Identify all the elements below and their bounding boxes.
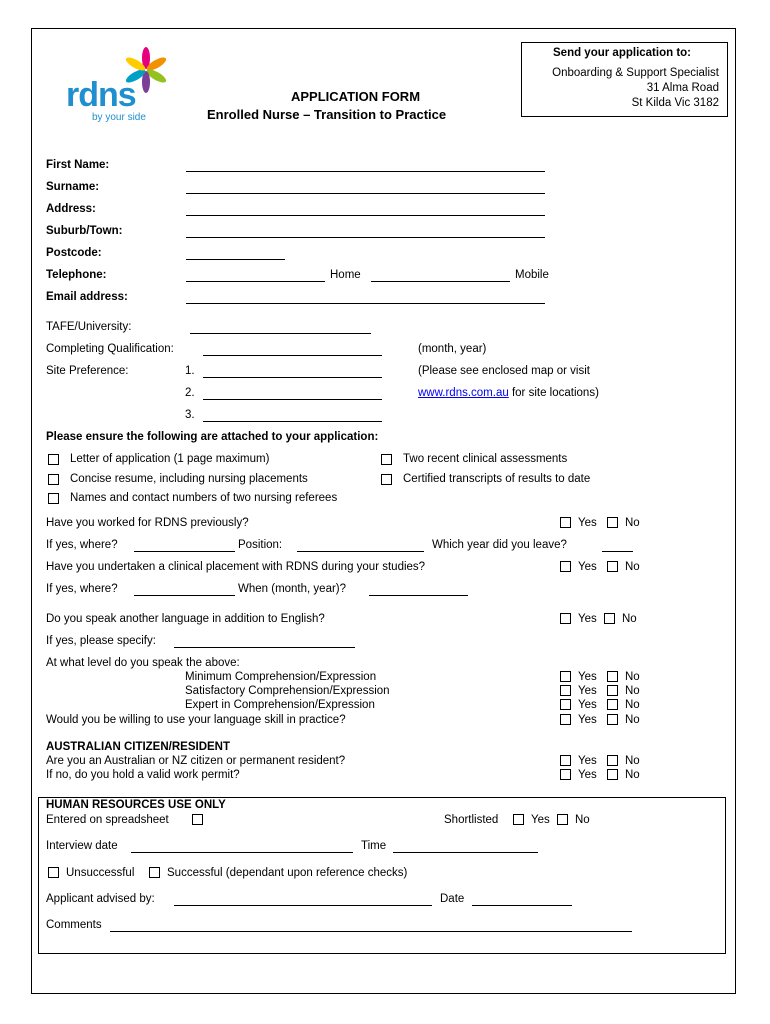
site-opt-3-field[interactable] bbox=[203, 421, 382, 422]
language-no-label: No bbox=[622, 613, 637, 625]
permit-yes-label: Yes bbox=[578, 769, 597, 781]
attachments-heading: Please ensure the following are attached to your application: bbox=[46, 431, 379, 443]
citizen-no-label: No bbox=[625, 755, 640, 767]
mobile-phone-field[interactable] bbox=[371, 281, 510, 282]
send-application-box bbox=[521, 42, 728, 117]
hr-time-label: Time bbox=[361, 840, 387, 852]
rdns-website-link[interactable]: www.rdns.com.au bbox=[418, 387, 509, 399]
site-opt-2-field[interactable] bbox=[203, 399, 382, 400]
citizen-heading: AUSTRALIAN CITIZEN/RESIDENT bbox=[46, 741, 230, 753]
mobile-label: Mobile bbox=[515, 269, 549, 281]
language-yes-checkbox[interactable] bbox=[560, 613, 571, 624]
level-sat-no-checkbox[interactable] bbox=[607, 685, 618, 696]
send-line-3: St Kilda Vic 3182 bbox=[631, 97, 719, 109]
hr-interview-date-field[interactable] bbox=[131, 852, 353, 853]
hr-shortlisted-no-label: No bbox=[575, 814, 590, 826]
send-line-1: Onboarding & Support Specialist bbox=[552, 67, 719, 79]
level-exp-no-label: No bbox=[625, 699, 640, 711]
level-sat-no-label: No bbox=[625, 685, 640, 697]
position-field[interactable] bbox=[297, 551, 424, 552]
attach-assessments-label: Two recent clinical assessments bbox=[403, 453, 568, 465]
which-year-label: Which year did you leave? bbox=[432, 539, 567, 551]
level-exp-no-checkbox[interactable] bbox=[607, 699, 618, 710]
email-label: Email address: bbox=[46, 291, 128, 303]
level-min-yes-checkbox[interactable] bbox=[560, 671, 571, 682]
site-opt-2-label: 2. bbox=[185, 387, 195, 399]
hr-shortlisted-yes-label: Yes bbox=[531, 814, 550, 826]
level-sat-label: Satisfactory Comprehension/Expression bbox=[185, 685, 390, 697]
placement-yes-label: Yes bbox=[578, 561, 597, 573]
language-question: Do you speak another language in addition to English? bbox=[46, 613, 325, 625]
placement-where-label: If yes, where? bbox=[46, 583, 118, 595]
send-line-2: 31 Alma Road bbox=[646, 82, 719, 94]
postcode-field[interactable] bbox=[186, 259, 285, 260]
placement-when-label: When (month, year)? bbox=[238, 583, 347, 595]
site-locations-text: for site locations) bbox=[511, 387, 599, 399]
first-name-label: First Name: bbox=[46, 159, 110, 171]
permit-question: If no, do you hold a valid work permit? bbox=[46, 769, 240, 781]
attach-assessments-checkbox[interactable] bbox=[381, 454, 392, 465]
level-min-yes-label: Yes bbox=[578, 671, 597, 683]
worked-before-yes-label: Yes bbox=[578, 517, 597, 529]
tafe-label: TAFE/University: bbox=[46, 321, 132, 333]
hr-spreadsheet-label: Entered on spreadsheet bbox=[46, 814, 169, 826]
attach-referees-label: Names and contact numbers of two nursing referees bbox=[70, 492, 338, 504]
surname-field[interactable] bbox=[186, 193, 545, 194]
logo-tagline: by your side bbox=[92, 112, 146, 123]
which-year-field[interactable] bbox=[602, 551, 633, 552]
language-no-checkbox[interactable] bbox=[604, 613, 615, 624]
hr-successful-label: Successful (dependant upon reference checks) bbox=[167, 867, 408, 879]
worked-before-no-label: No bbox=[625, 517, 640, 529]
form-title: APPLICATION FORM bbox=[291, 89, 421, 104]
hr-advised-by-field[interactable] bbox=[174, 905, 432, 906]
use-skill-question: Would you be willing to use your language skill in practice? bbox=[46, 714, 346, 726]
citizen-yes-label: Yes bbox=[578, 755, 597, 767]
placement-no-checkbox[interactable] bbox=[607, 561, 618, 572]
attach-transcripts-label: Certified transcripts of results to date bbox=[403, 473, 591, 485]
hr-date-label: Date bbox=[440, 893, 465, 905]
hr-successful-checkbox[interactable] bbox=[149, 867, 160, 878]
attach-referees-checkbox[interactable] bbox=[48, 493, 59, 504]
use-skill-yes-checkbox[interactable] bbox=[560, 714, 571, 725]
send-heading: Send your application to: bbox=[553, 47, 692, 59]
site-opt-3-label: 3. bbox=[185, 409, 195, 421]
attach-letter-checkbox[interactable] bbox=[48, 454, 59, 465]
hr-spreadsheet-checkbox[interactable] bbox=[192, 814, 203, 825]
language-specify-field[interactable] bbox=[174, 647, 355, 648]
hr-shortlisted-yes-checkbox[interactable] bbox=[513, 814, 524, 825]
site-opt-1-label: 1. bbox=[185, 365, 195, 377]
placement-when-field[interactable] bbox=[369, 595, 468, 596]
logo-wordmark: rdns bbox=[66, 76, 136, 114]
postcode-label: Postcode: bbox=[46, 247, 102, 259]
site-opt-1-field[interactable] bbox=[203, 377, 382, 378]
home-label: Home bbox=[330, 269, 361, 281]
citizen-question: Are you an Australian or NZ citizen or permanent resident? bbox=[46, 755, 346, 767]
hr-heading: HUMAN RESOURCES USE ONLY bbox=[46, 799, 226, 811]
tafe-field[interactable] bbox=[190, 333, 371, 334]
clinical-placement-question: Have you undertaken a clinical placement with RDNS during your studies? bbox=[46, 561, 426, 573]
level-exp-label: Expert in Comprehension/Expression bbox=[185, 699, 375, 711]
hr-unsuccessful-label: Unsuccessful bbox=[66, 867, 135, 879]
permit-yes-checkbox[interactable] bbox=[560, 769, 571, 780]
placement-where-field[interactable] bbox=[134, 595, 235, 596]
hr-time-field[interactable] bbox=[393, 852, 538, 853]
telephone-label: Telephone: bbox=[46, 269, 107, 281]
hr-shortlisted-no-checkbox[interactable] bbox=[557, 814, 568, 825]
level-min-no-checkbox[interactable] bbox=[607, 671, 618, 682]
worked-before-question: Have you worked for RDNS previously? bbox=[46, 517, 249, 529]
citizen-yes-checkbox[interactable] bbox=[560, 755, 571, 766]
home-phone-field[interactable] bbox=[186, 281, 325, 282]
placement-yes-checkbox[interactable] bbox=[560, 561, 571, 572]
hr-date-field[interactable] bbox=[472, 905, 572, 906]
address-field[interactable] bbox=[186, 215, 545, 216]
use-skill-no-checkbox[interactable] bbox=[607, 714, 618, 725]
hr-comments-field[interactable] bbox=[110, 931, 632, 932]
level-exp-yes-checkbox[interactable] bbox=[560, 699, 571, 710]
attach-resume-checkbox[interactable] bbox=[48, 474, 59, 485]
level-sat-yes-label: Yes bbox=[578, 685, 597, 697]
hr-comments-label: Comments bbox=[46, 919, 102, 931]
level-exp-yes-label: Yes bbox=[578, 699, 597, 711]
see-map-text: (Please see enclosed map or visit bbox=[418, 365, 590, 377]
citizen-no-checkbox[interactable] bbox=[607, 755, 618, 766]
month-year-label: (month, year) bbox=[418, 343, 487, 355]
first-name-field[interactable] bbox=[186, 171, 545, 172]
surname-label: Surname: bbox=[46, 181, 100, 193]
position-label: Position: bbox=[238, 539, 283, 551]
worked-where-field[interactable] bbox=[134, 551, 235, 552]
use-skill-no-label: No bbox=[625, 714, 640, 726]
hr-unsuccessful-checkbox[interactable] bbox=[48, 867, 59, 878]
site-link-row bbox=[418, 387, 599, 399]
worked-where-label: If yes, where? bbox=[46, 539, 118, 551]
form-subtitle: Enrolled Nurse – Transition to Practice bbox=[207, 107, 447, 122]
rdns-logo bbox=[64, 44, 174, 126]
worked-before-yes-checkbox[interactable] bbox=[560, 517, 571, 528]
site-pref-label: Site Preference: bbox=[46, 365, 129, 377]
placement-no-label: No bbox=[625, 561, 640, 573]
use-skill-yes-label: Yes bbox=[578, 714, 597, 726]
level-min-no-label: No bbox=[625, 671, 640, 683]
permit-no-label: No bbox=[625, 769, 640, 781]
language-level-label: At what level do you speak the above: bbox=[46, 657, 240, 669]
level-min-label: Minimum Comprehension/Expression bbox=[185, 671, 377, 683]
attach-letter-label: Letter of application (1 page maximum) bbox=[70, 453, 270, 465]
suburb-field[interactable] bbox=[186, 237, 545, 238]
email-field[interactable] bbox=[186, 303, 545, 304]
hr-advised-by-label: Applicant advised by: bbox=[46, 893, 155, 905]
level-sat-yes-checkbox[interactable] bbox=[560, 685, 571, 696]
attach-transcripts-checkbox[interactable] bbox=[381, 474, 392, 485]
completing-label: Completing Qualification: bbox=[46, 343, 174, 355]
worked-before-no-checkbox[interactable] bbox=[607, 517, 618, 528]
address-label: Address: bbox=[46, 203, 96, 215]
hr-shortlisted-label: Shortlisted bbox=[444, 814, 499, 826]
attach-resume-label: Concise resume, including nursing placements bbox=[70, 473, 308, 485]
suburb-label: Suburb/Town: bbox=[46, 225, 123, 237]
completing-field[interactable] bbox=[203, 355, 382, 356]
hr-interview-date-label: Interview date bbox=[46, 840, 118, 852]
language-yes-label: Yes bbox=[578, 613, 597, 625]
language-specify-label: If yes, please specify: bbox=[46, 635, 156, 647]
permit-no-checkbox[interactable] bbox=[607, 769, 618, 780]
